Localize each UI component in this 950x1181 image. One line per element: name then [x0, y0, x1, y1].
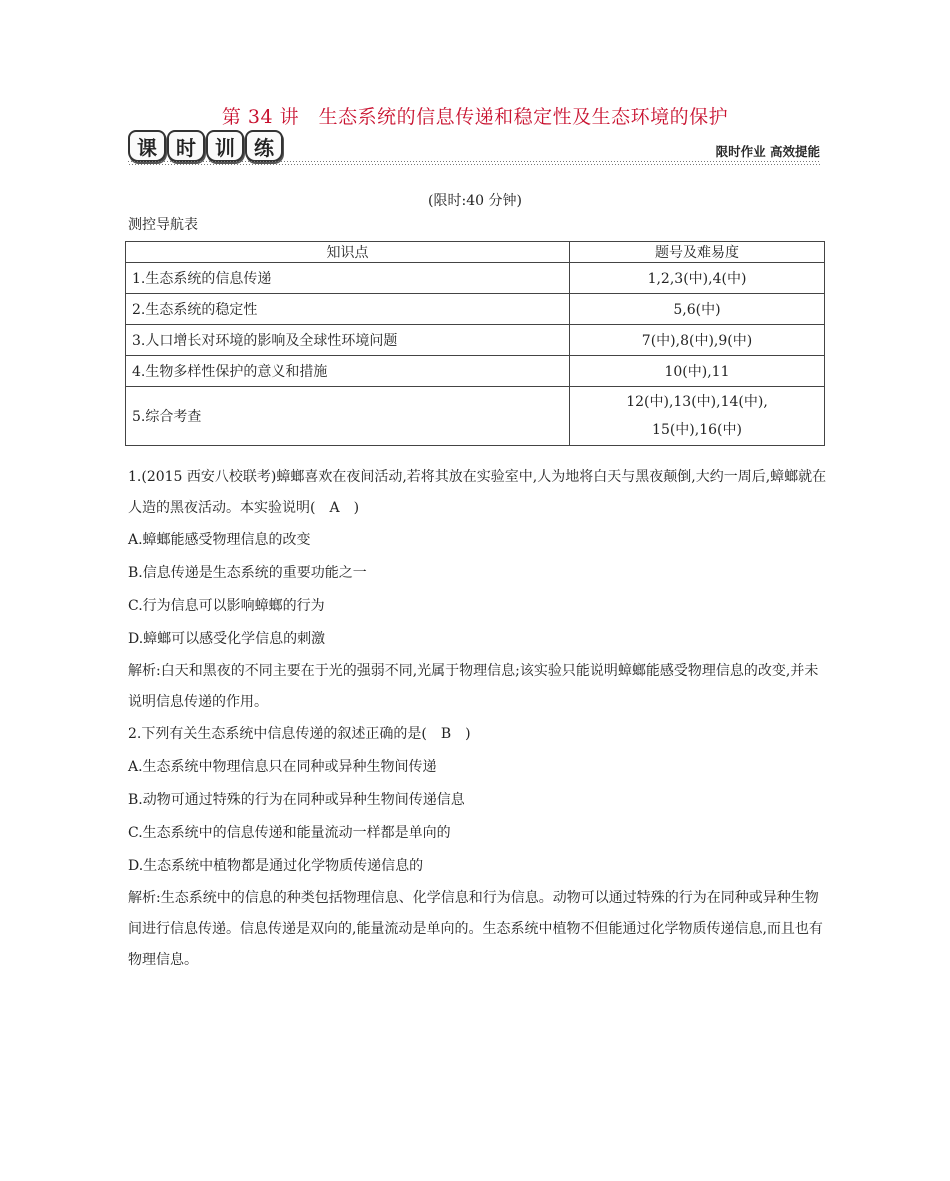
topic-cell: 4.生物多样性保护的意义和措施: [126, 356, 570, 387]
question-2-option-d: D.生态系统中植物都是通过化学物质传递信息的: [128, 858, 424, 874]
questions-section: [128, 462, 828, 976]
table-row: [126, 294, 825, 325]
topic-cell: 2.生态系统的稳定性: [126, 294, 570, 325]
questions-cell: 5,6(中): [570, 294, 825, 325]
time-limit: (限时:40 分钟): [428, 193, 522, 209]
questions-cell: 10(中),11: [570, 356, 825, 387]
questions-cell: 1,2,3(中),4(中): [570, 263, 825, 294]
table-row: [126, 263, 825, 294]
badge-ke: 课: [128, 130, 166, 162]
badge-shi: 时: [167, 130, 205, 162]
table-row: [126, 325, 825, 356]
question-2-stem: 2.下列有关生态系统中信息传递的叙述正确的是( B ): [128, 726, 471, 742]
page-title: 第 34 讲 生态系统的信息传递和稳定性及生态环境的保护: [221, 106, 729, 128]
table-row: [126, 356, 825, 387]
questions-line: 15(中),16(中): [652, 422, 742, 438]
topic-cell: 1.生态系统的信息传递: [126, 263, 570, 294]
questions-cell: 7(中),8(中),9(中): [570, 325, 825, 356]
questions-line: 12(中),13(中),14(中),: [626, 394, 768, 410]
question-1-analysis: 解析:白天和黑夜的不同主要在于光的强弱不同,光属于物理信息;该实验只能说明蟑螂能感受物理信息的改变,并未说明信息传递的作用。: [128, 663, 819, 710]
table-header-row: [126, 242, 825, 263]
header-questions: 题号及难易度: [570, 242, 825, 263]
badge-lian: 练: [245, 130, 283, 162]
question-2-analysis: 解析:生态系统中的信息的种类包括物理信息、化学信息和行为信息。动物可以通过特殊的行为在同种或异种生物间进行信息传递。信息传递是双向的,能量流动是单向的。生态系统中植物不但能通过化学物质传递信息,而且也有物理信息。: [128, 890, 823, 968]
topic-cell: 5.综合考查: [126, 387, 570, 446]
badge-xun: 训: [206, 130, 244, 162]
question-1-option-a: A.蟑螂能感受物理信息的改变: [128, 532, 311, 548]
banner-right-label: 限时作业 高效提能: [715, 144, 820, 159]
question-1-stem: 1.(2015 西安八校联考)蟑螂喜欢在夜间活动,若将其放在实验室中,人为地将白天与黑夜颠倒,大约一周后,蟑螂就在人造的黑夜活动。本实验说明( A ): [128, 469, 827, 516]
question-2-option-a: A.生态系统中物理信息只在同种或异种生物间传递: [128, 759, 437, 775]
banner-badges: [128, 130, 284, 160]
questions-cell: [570, 387, 825, 446]
question-2-option-c: C.生态系统中的信息传递和能量流动一样都是单向的: [128, 825, 451, 841]
header-knowledge: 知识点: [126, 242, 570, 263]
question-1-option-b: B.信息传递是生态系统的重要功能之一: [128, 565, 367, 581]
table-row: [126, 387, 825, 446]
nav-table-title: 测控导航表: [128, 217, 198, 233]
question-1-option-c: C.行为信息可以影响蟑螂的行为: [128, 598, 325, 614]
section-banner: [128, 130, 820, 164]
navigation-table: [125, 241, 825, 446]
question-1-option-d: D.蟑螂可以感受化学信息的刺激: [128, 631, 326, 647]
question-2-option-b: B.动物可通过特殊的行为在同种或异种生物间传递信息: [128, 792, 465, 808]
banner-dotted-rule: [128, 161, 820, 165]
topic-cell: 3.人口增长对环境的影响及全球性环境问题: [126, 325, 570, 356]
